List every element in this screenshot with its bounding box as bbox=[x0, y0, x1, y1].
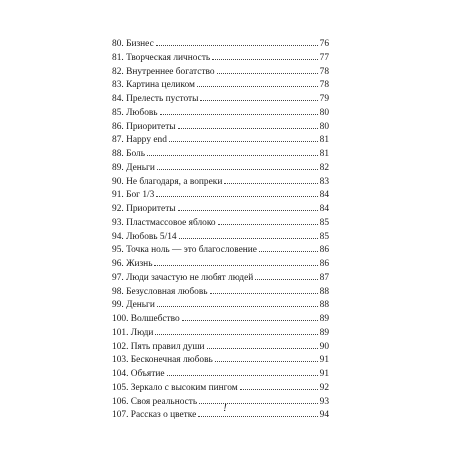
toc-entry bbox=[112, 382, 329, 396]
toc-entry-title: 105. Зеркало с высоким пингом bbox=[112, 382, 238, 393]
dot-leader bbox=[215, 361, 318, 362]
dot-leader bbox=[197, 86, 318, 87]
dot-leader bbox=[179, 238, 318, 239]
toc-entry-title: 91. Бог 1/3 bbox=[112, 190, 155, 201]
toc-entry bbox=[112, 162, 329, 176]
toc-entry-title: 88. Боль bbox=[112, 149, 145, 159]
toc-entry-page: 91 bbox=[319, 355, 329, 366]
toc-entry-page: 80 bbox=[319, 121, 329, 132]
dot-leader bbox=[147, 155, 318, 156]
toc-entry bbox=[112, 217, 329, 231]
toc-entry-title: 95. Точка ноль — это благословение bbox=[112, 245, 257, 256]
toc-entry bbox=[112, 299, 329, 313]
dot-leader bbox=[182, 320, 318, 321]
toc-entry bbox=[112, 107, 329, 121]
dot-leader bbox=[198, 416, 317, 417]
toc-entry-title: 99. Деньги bbox=[112, 300, 155, 311]
toc-entry bbox=[112, 231, 329, 245]
toc-entry bbox=[112, 79, 329, 93]
toc-entry-page: 81 bbox=[319, 135, 329, 146]
toc-entry-title: 89. Деньги bbox=[112, 162, 155, 173]
toc-entry-title: 90. Не благодаря, а вопреки bbox=[112, 176, 223, 187]
toc-entry-page: 87 bbox=[319, 272, 329, 283]
dot-leader bbox=[178, 210, 318, 211]
toc-entry-page: 94 bbox=[319, 410, 329, 421]
toc-entry bbox=[112, 148, 329, 162]
dot-leader bbox=[259, 251, 318, 252]
toc-entry bbox=[112, 244, 329, 258]
toc-entry-page: 77 bbox=[319, 52, 329, 63]
dot-leader bbox=[157, 306, 318, 307]
table-of-contents bbox=[112, 38, 329, 423]
toc-entry bbox=[112, 52, 329, 66]
dot-leader bbox=[240, 389, 318, 390]
toc-entry-page: 76 bbox=[319, 39, 329, 49]
toc-entry-page: 83 bbox=[319, 176, 329, 187]
toc-entry bbox=[112, 176, 329, 190]
dot-leader bbox=[255, 279, 317, 280]
toc-entry bbox=[112, 203, 329, 217]
toc-entry-title: 92. Приоритеты bbox=[112, 204, 176, 214]
toc-entry-page: 84 bbox=[319, 204, 329, 214]
toc-entry bbox=[112, 327, 329, 341]
toc-entry-page: 90 bbox=[319, 341, 329, 352]
toc-entry-page: 84 bbox=[319, 190, 329, 201]
toc-entry-title: 98. Безусловная любовь bbox=[112, 286, 208, 297]
toc-entry-page: 91 bbox=[319, 369, 329, 379]
toc-entry-title: 94. Любовь 5/14 bbox=[112, 231, 177, 242]
toc-entry-page: 93 bbox=[319, 396, 329, 407]
dot-leader bbox=[207, 348, 318, 349]
toc-entry bbox=[112, 272, 329, 286]
toc-entry bbox=[112, 93, 329, 107]
toc-entry-page: 80 bbox=[319, 107, 329, 118]
toc-entry-page: 78 bbox=[319, 66, 329, 77]
toc-entry-page: 82 bbox=[319, 162, 329, 173]
toc-entry-page: 86 bbox=[319, 259, 329, 269]
toc-entry bbox=[112, 189, 329, 203]
toc-entry-title: 103. Бесконечная любовь bbox=[112, 355, 213, 366]
toc-entry bbox=[112, 368, 329, 382]
toc-entry-page: 79 bbox=[319, 94, 329, 104]
toc-entry-title: 84. Прелесть пустоты bbox=[112, 94, 199, 104]
toc-entry-page: 85 bbox=[319, 217, 329, 228]
toc-entry-title: 96. Жизнь bbox=[112, 259, 153, 269]
toc-entry-title: 104. Объятие bbox=[112, 369, 165, 379]
dot-leader bbox=[156, 45, 318, 46]
dot-leader bbox=[156, 196, 317, 197]
toc-entry-page: 78 bbox=[319, 80, 329, 91]
toc-entry-page: 86 bbox=[319, 245, 329, 256]
toc-entry-title: 102. Пять правил души bbox=[112, 341, 205, 352]
dot-leader bbox=[224, 183, 317, 184]
toc-entry bbox=[112, 354, 329, 368]
toc-entry-page: 81 bbox=[319, 149, 329, 159]
toc-entry-page: 89 bbox=[319, 327, 329, 338]
toc-entry bbox=[112, 121, 329, 135]
toc-entry-page: 88 bbox=[319, 286, 329, 297]
dot-leader bbox=[167, 375, 318, 376]
toc-entry-title: 87. Happy end bbox=[112, 135, 167, 146]
dot-leader bbox=[218, 224, 318, 225]
toc-entry bbox=[112, 286, 329, 300]
dot-leader bbox=[169, 141, 318, 142]
toc-entry-title: 83. Картина целиком bbox=[112, 80, 195, 91]
toc-entry-page: 88 bbox=[319, 300, 329, 311]
dot-leader bbox=[160, 114, 318, 115]
toc-entry bbox=[112, 313, 329, 327]
dot-leader bbox=[212, 59, 317, 60]
toc-entry bbox=[112, 341, 329, 355]
toc-entry-title: 80. Бизнес bbox=[112, 39, 154, 49]
toc-entry-title: 107. Рассказ о цветке bbox=[112, 410, 197, 421]
toc-entry-page: 92 bbox=[319, 382, 329, 393]
dot-leader bbox=[200, 100, 317, 101]
toc-entry-title: 106. Своя реальность bbox=[112, 396, 198, 407]
toc-entry-title: 86. Приоритеты bbox=[112, 121, 176, 132]
toc-entry-title: 85. Любовь bbox=[112, 107, 158, 118]
toc-entry-title: 97. Люди зачастую не любят людей bbox=[112, 272, 254, 283]
toc-entry-title: 101. Люди bbox=[112, 327, 154, 338]
dot-leader bbox=[155, 334, 317, 335]
toc-entry bbox=[112, 134, 329, 148]
toc-entry bbox=[112, 258, 329, 272]
toc-entry bbox=[112, 38, 329, 52]
toc-entry-page: 85 bbox=[319, 231, 329, 242]
dot-leader bbox=[157, 169, 318, 170]
toc-entry bbox=[112, 66, 329, 80]
dot-leader bbox=[178, 128, 318, 129]
toc-entry-title: 82. Внутреннее богатство bbox=[112, 66, 215, 77]
toc-entry-title: 100. Волшебство bbox=[112, 314, 180, 324]
dot-leader bbox=[217, 73, 318, 74]
page-folio: ! bbox=[223, 402, 227, 414]
toc-entry-title: 81. Творческая личность bbox=[112, 52, 211, 63]
dot-leader bbox=[210, 293, 318, 294]
dot-leader bbox=[154, 265, 317, 266]
toc-entry-page: 89 bbox=[319, 314, 329, 324]
toc-entry-title: 93. Пластмассовое яблоко bbox=[112, 217, 216, 228]
